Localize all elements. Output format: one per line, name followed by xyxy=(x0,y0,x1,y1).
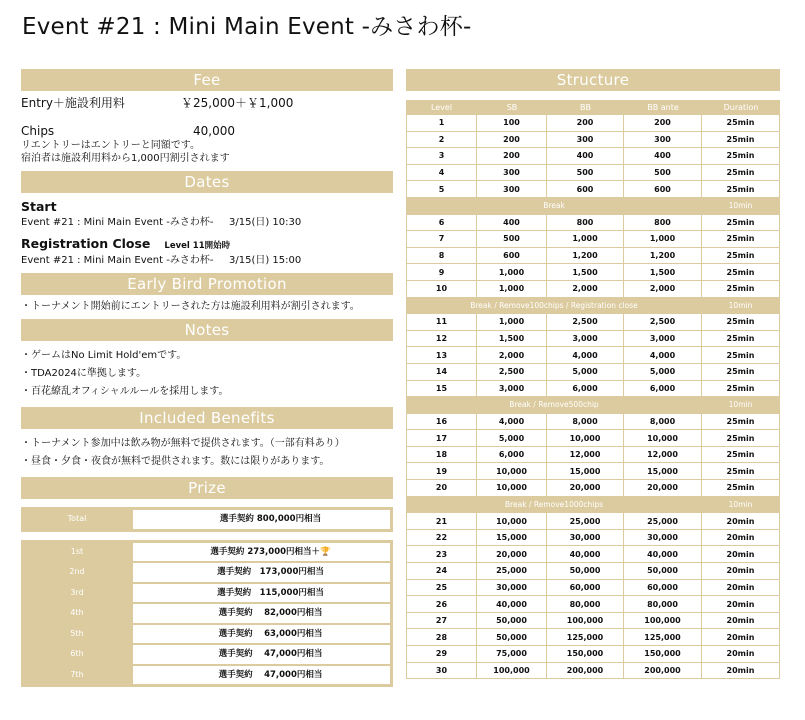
level-cell: 29 xyxy=(406,646,477,663)
entry-value: ￥25,000＋￥1,000 xyxy=(181,96,294,110)
sb-cell: 75,000 xyxy=(477,646,547,663)
ante-cell: 1,000 xyxy=(624,231,702,248)
level-row xyxy=(406,381,780,398)
level-cell: 10 xyxy=(406,281,477,298)
bb-cell: 3,000 xyxy=(547,331,624,348)
break-row xyxy=(406,497,780,514)
ante-cell: 20,000 xyxy=(624,480,702,497)
level-cell: 16 xyxy=(406,414,477,431)
duration-cell: 20min xyxy=(702,646,780,663)
sb-cell: 30,000 xyxy=(477,580,547,597)
prize-row xyxy=(24,666,390,685)
dates-header: Dates xyxy=(21,171,393,193)
level-row xyxy=(406,563,780,580)
duration-cell: 25min xyxy=(702,430,780,447)
level-cell: 6 xyxy=(406,215,477,232)
level-row xyxy=(406,646,780,663)
duration-cell: 25min xyxy=(702,364,780,381)
bb-cell: 2,500 xyxy=(547,314,624,331)
bb-cell: 800 xyxy=(547,215,624,232)
level-cell: 20 xyxy=(406,480,477,497)
ante-cell: 50,000 xyxy=(624,563,702,580)
level-cell: 25 xyxy=(406,580,477,597)
level-cell: 3 xyxy=(406,148,477,165)
level-row xyxy=(406,215,780,232)
prize-row xyxy=(24,543,390,562)
ante-cell: 10,000 xyxy=(624,430,702,447)
level-cell: 21 xyxy=(406,513,477,530)
bb-cell: 8,000 xyxy=(547,414,624,431)
level-row xyxy=(406,132,780,149)
ante-cell: 30,000 xyxy=(624,530,702,547)
level-row xyxy=(406,148,780,165)
level-cell: 9 xyxy=(406,264,477,281)
start-time: 3/15(日) 10:30 xyxy=(229,217,302,228)
break-row xyxy=(406,298,780,315)
sb-cell: 2,000 xyxy=(477,347,547,364)
bb-cell: 4,000 xyxy=(547,347,624,364)
bb-cell: 1,500 xyxy=(547,264,624,281)
bb-cell: 5,000 xyxy=(547,364,624,381)
fee-note-2: 宿泊者は施設利用料から1,000円割引されます xyxy=(21,153,230,164)
duration-cell: 20min xyxy=(702,629,780,646)
ante-cell: 125,000 xyxy=(624,629,702,646)
level-row xyxy=(406,231,780,248)
level-cell: 13 xyxy=(406,347,477,364)
level-cell: 24 xyxy=(406,563,477,580)
prize-value: 選手契約 82,000円相当 xyxy=(133,604,390,623)
sb-cell: 10,000 xyxy=(477,463,547,480)
bb-cell: 20,000 xyxy=(547,480,624,497)
level-cell: 15 xyxy=(406,381,477,398)
level-row xyxy=(406,165,780,182)
close-label: Registration Close xyxy=(21,236,151,251)
break-row xyxy=(406,198,780,215)
level-row xyxy=(406,364,780,381)
ante-cell: 2,000 xyxy=(624,281,702,298)
ante-cell: 8,000 xyxy=(624,414,702,431)
sb-cell: 10,000 xyxy=(477,480,547,497)
duration-cell: 25min xyxy=(702,115,780,132)
prize-row xyxy=(24,584,390,603)
break-duration: 10min xyxy=(702,497,780,514)
sb-cell: 1,000 xyxy=(477,264,547,281)
level-row xyxy=(406,629,780,646)
early-bird-line: ・トーナメント開始前にエントリーされた方は施設利用料が割引されます。 xyxy=(21,301,360,312)
duration-cell: 20min xyxy=(702,513,780,530)
duration-cell: 25min xyxy=(702,447,780,464)
prize-total-label: Total xyxy=(67,514,87,523)
ante-cell: 12,000 xyxy=(624,447,702,464)
close-event: Event #21 : Mini Main Event -みさわ杯- xyxy=(21,255,214,266)
chips-label: Chips xyxy=(21,124,55,138)
duration-cell: 25min xyxy=(702,165,780,182)
level-row xyxy=(406,314,780,331)
sb-cell: 20,000 xyxy=(477,546,547,563)
prize-total-box xyxy=(21,507,393,532)
info-column xyxy=(21,69,393,687)
ante-cell: 4,000 xyxy=(624,347,702,364)
sb-cell: 3,000 xyxy=(477,381,547,398)
ante-cell: 15,000 xyxy=(624,463,702,480)
level-cell: 1 xyxy=(406,115,477,132)
bb-cell: 12,000 xyxy=(547,447,624,464)
prize-value: 選手契約 47,000円相当 xyxy=(133,645,390,664)
structure-table xyxy=(406,100,780,679)
sb-cell: 5,000 xyxy=(477,430,547,447)
level-row xyxy=(406,115,780,132)
sb-cell: 500 xyxy=(477,231,547,248)
prize-value: 選手契約 173,000円相当 xyxy=(133,563,390,582)
level-row xyxy=(406,480,780,497)
bb-cell: 40,000 xyxy=(547,546,624,563)
prize-header: Prize xyxy=(21,477,393,499)
prize-rank: 4th xyxy=(70,608,84,617)
level-row xyxy=(406,663,780,680)
level-row xyxy=(406,530,780,547)
col-level: Level xyxy=(430,103,453,112)
sb-cell: 1,000 xyxy=(477,281,547,298)
level-row xyxy=(406,463,780,480)
duration-cell: 25min xyxy=(702,281,780,298)
bb-cell: 80,000 xyxy=(547,596,624,613)
duration-cell: 20min xyxy=(702,663,780,680)
sb-cell: 6,000 xyxy=(477,447,547,464)
break-row xyxy=(406,397,780,414)
level-cell: 11 xyxy=(406,314,477,331)
sb-cell: 300 xyxy=(477,181,547,198)
col-duration: Duration xyxy=(723,103,759,112)
benefits-item: ・トーナメント参加中は飲み物が無料で提供されます。（一部有料あり） xyxy=(21,438,345,449)
ante-cell: 60,000 xyxy=(624,580,702,597)
level-cell: 23 xyxy=(406,546,477,563)
level-row xyxy=(406,580,780,597)
sb-cell: 1,000 xyxy=(477,314,547,331)
bb-cell: 30,000 xyxy=(547,530,624,547)
duration-cell: 25min xyxy=(702,347,780,364)
duration-cell: 25min xyxy=(702,132,780,149)
level-cell: 7 xyxy=(406,231,477,248)
prize-row xyxy=(24,563,390,582)
sb-cell: 200 xyxy=(477,148,547,165)
break-duration: 10min xyxy=(702,397,780,414)
level-row xyxy=(406,264,780,281)
ante-cell: 3,000 xyxy=(624,331,702,348)
col-bb-ante: BB ante xyxy=(647,103,679,112)
level-cell: 8 xyxy=(406,248,477,265)
level-row xyxy=(406,613,780,630)
sb-cell: 200 xyxy=(477,132,547,149)
sb-cell: 600 xyxy=(477,248,547,265)
level-row xyxy=(406,513,780,530)
duration-cell: 25min xyxy=(702,414,780,431)
duration-cell: 20min xyxy=(702,580,780,597)
structure-header: Structure xyxy=(406,69,780,91)
bb-cell: 300 xyxy=(547,132,624,149)
prize-value: 選手契約 47,000円相当 xyxy=(133,666,390,685)
prize-row xyxy=(24,625,390,644)
prize-value: 選手契約 273,000円相当＋🏆 xyxy=(133,543,390,562)
duration-cell: 25min xyxy=(702,480,780,497)
page-title: Event #21 : Mini Main Event -みさわ杯- xyxy=(22,14,472,40)
bb-cell: 25,000 xyxy=(547,513,624,530)
ante-cell: 6,000 xyxy=(624,381,702,398)
duration-cell: 20min xyxy=(702,596,780,613)
level-cell: 17 xyxy=(406,430,477,447)
structure-column xyxy=(406,69,780,679)
prize-rank: 6th xyxy=(70,649,84,658)
duration-cell: 25min xyxy=(702,381,780,398)
duration-cell: 25min xyxy=(702,181,780,198)
notes-item: ・TDA2024に準拠します。 xyxy=(21,368,147,379)
duration-cell: 20min xyxy=(702,530,780,547)
start-event: Event #21 : Mini Main Event -みさわ杯- xyxy=(21,217,214,228)
ante-cell: 800 xyxy=(624,215,702,232)
duration-cell: 20min xyxy=(702,563,780,580)
break-label: Break / Remove1000chips xyxy=(406,497,702,514)
level-row xyxy=(406,430,780,447)
level-cell: 19 xyxy=(406,463,477,480)
level-cell: 18 xyxy=(406,447,477,464)
prize-total-row xyxy=(24,510,390,529)
sb-cell: 300 xyxy=(477,165,547,182)
level-row xyxy=(406,248,780,265)
prize-row xyxy=(24,645,390,664)
level-cell: 5 xyxy=(406,181,477,198)
col-bb: BB xyxy=(580,103,591,112)
sb-cell: 100,000 xyxy=(477,663,547,680)
ante-cell: 1,200 xyxy=(624,248,702,265)
level-cell: 2 xyxy=(406,132,477,149)
break-duration: 10min xyxy=(702,298,780,315)
bb-cell: 500 xyxy=(547,165,624,182)
sb-cell: 40,000 xyxy=(477,596,547,613)
level-cell: 22 xyxy=(406,530,477,547)
duration-cell: 25min xyxy=(702,463,780,480)
duration-cell: 25min xyxy=(702,215,780,232)
structure-header-row xyxy=(406,100,780,115)
ante-cell: 5,000 xyxy=(624,364,702,381)
duration-cell: 20min xyxy=(702,613,780,630)
notes-item: ・ゲームはNo Limit Hold'emです。 xyxy=(21,350,187,361)
duration-cell: 25min xyxy=(702,314,780,331)
ante-cell: 1,500 xyxy=(624,264,702,281)
break-label: Break xyxy=(406,198,702,215)
prize-value: 選手契約 63,000円相当 xyxy=(133,625,390,644)
close-note: Level 11開始時 xyxy=(164,241,231,251)
ante-cell: 500 xyxy=(624,165,702,182)
entry-row xyxy=(21,96,393,111)
level-cell: 4 xyxy=(406,165,477,182)
bb-cell: 200,000 xyxy=(547,663,624,680)
level-row xyxy=(406,447,780,464)
early-bird-header: Early Bird Promotion xyxy=(21,273,393,295)
level-cell: 27 xyxy=(406,613,477,630)
ante-cell: 25,000 xyxy=(624,513,702,530)
close-time: 3/15(日) 15:00 xyxy=(229,255,302,266)
bb-cell: 15,000 xyxy=(547,463,624,480)
bb-cell: 60,000 xyxy=(547,580,624,597)
ante-cell: 2,500 xyxy=(624,314,702,331)
bb-cell: 400 xyxy=(547,148,624,165)
ante-cell: 150,000 xyxy=(624,646,702,663)
level-row xyxy=(406,181,780,198)
level-row xyxy=(406,347,780,364)
level-row xyxy=(406,596,780,613)
close-row xyxy=(21,253,393,269)
start-label: Start xyxy=(21,199,57,214)
level-cell: 14 xyxy=(406,364,477,381)
sb-cell: 15,000 xyxy=(477,530,547,547)
level-row xyxy=(406,281,780,298)
sb-cell: 400 xyxy=(477,215,547,232)
sb-cell: 25,000 xyxy=(477,563,547,580)
sb-cell: 100 xyxy=(477,115,547,132)
level-cell: 12 xyxy=(406,331,477,348)
sb-cell: 1,500 xyxy=(477,331,547,348)
prize-table xyxy=(21,540,393,688)
benefits-item: ・昼食・夕食・夜食が無料で提供されます。数には限りがあります。 xyxy=(21,456,330,467)
duration-cell: 25min xyxy=(702,331,780,348)
bb-cell: 125,000 xyxy=(547,629,624,646)
level-cell: 26 xyxy=(406,596,477,613)
level-row xyxy=(406,546,780,563)
structure-body xyxy=(406,115,780,679)
duration-cell: 20min xyxy=(702,546,780,563)
entry-label: Entry＋施設利用料 xyxy=(21,96,125,110)
prize-rank: 2nd xyxy=(69,567,85,576)
break-duration: 10min xyxy=(702,198,780,215)
bb-cell: 100,000 xyxy=(547,613,624,630)
bb-cell: 200 xyxy=(547,115,624,132)
ante-cell: 200,000 xyxy=(624,663,702,680)
benefits-header: Included Benefits xyxy=(21,407,393,429)
bb-cell: 1,200 xyxy=(547,248,624,265)
start-row xyxy=(21,215,393,231)
bb-cell: 50,000 xyxy=(547,563,624,580)
sb-cell: 4,000 xyxy=(477,414,547,431)
bb-cell: 600 xyxy=(547,181,624,198)
ante-cell: 200 xyxy=(624,115,702,132)
chips-row xyxy=(21,124,393,139)
notes-item: ・百花繚乱オフィシャルルールを採用します。 xyxy=(21,386,229,397)
bb-cell: 10,000 xyxy=(547,430,624,447)
duration-cell: 25min xyxy=(702,248,780,265)
prize-total-value: 選手契約 800,000円相当 xyxy=(133,510,390,529)
ante-cell: 600 xyxy=(624,181,702,198)
sb-cell: 2,500 xyxy=(477,364,547,381)
close-label-row xyxy=(21,236,393,253)
level-row xyxy=(406,414,780,431)
level-cell: 30 xyxy=(406,663,477,680)
notes-header: Notes xyxy=(21,319,393,341)
bb-cell: 150,000 xyxy=(547,646,624,663)
prize-rank: 5th xyxy=(70,628,84,638)
level-row xyxy=(406,331,780,348)
break-label: Break / Remove100chips / Registration close xyxy=(406,298,702,315)
ante-cell: 80,000 xyxy=(624,596,702,613)
ante-cell: 100,000 xyxy=(624,613,702,630)
col-sb: SB xyxy=(506,103,518,112)
ante-cell: 40,000 xyxy=(624,546,702,563)
duration-cell: 25min xyxy=(702,231,780,248)
sb-cell: 10,000 xyxy=(477,513,547,530)
bb-cell: 1,000 xyxy=(547,231,624,248)
duration-cell: 25min xyxy=(702,148,780,165)
prize-rank: 7th xyxy=(70,669,84,679)
fee-note-1: リエントリーはエントリーと同額です。 xyxy=(21,140,200,151)
prize-value: 選手契約 115,000円相当 xyxy=(133,584,390,603)
break-label: Break / Remove500chip xyxy=(406,397,702,414)
duration-cell: 25min xyxy=(702,264,780,281)
level-cell: 28 xyxy=(406,629,477,646)
prize-rank: 3rd xyxy=(70,587,84,597)
bb-cell: 6,000 xyxy=(547,381,624,398)
prize-rank: 1st xyxy=(70,546,84,556)
fee-header: Fee xyxy=(21,69,393,91)
sb-cell: 50,000 xyxy=(477,613,547,630)
ante-cell: 300 xyxy=(624,132,702,149)
chips-value: 40,000 xyxy=(193,124,235,138)
sb-cell: 50,000 xyxy=(477,629,547,646)
prize-row xyxy=(24,604,390,623)
bb-cell: 2,000 xyxy=(547,281,624,298)
ante-cell: 400 xyxy=(624,148,702,165)
